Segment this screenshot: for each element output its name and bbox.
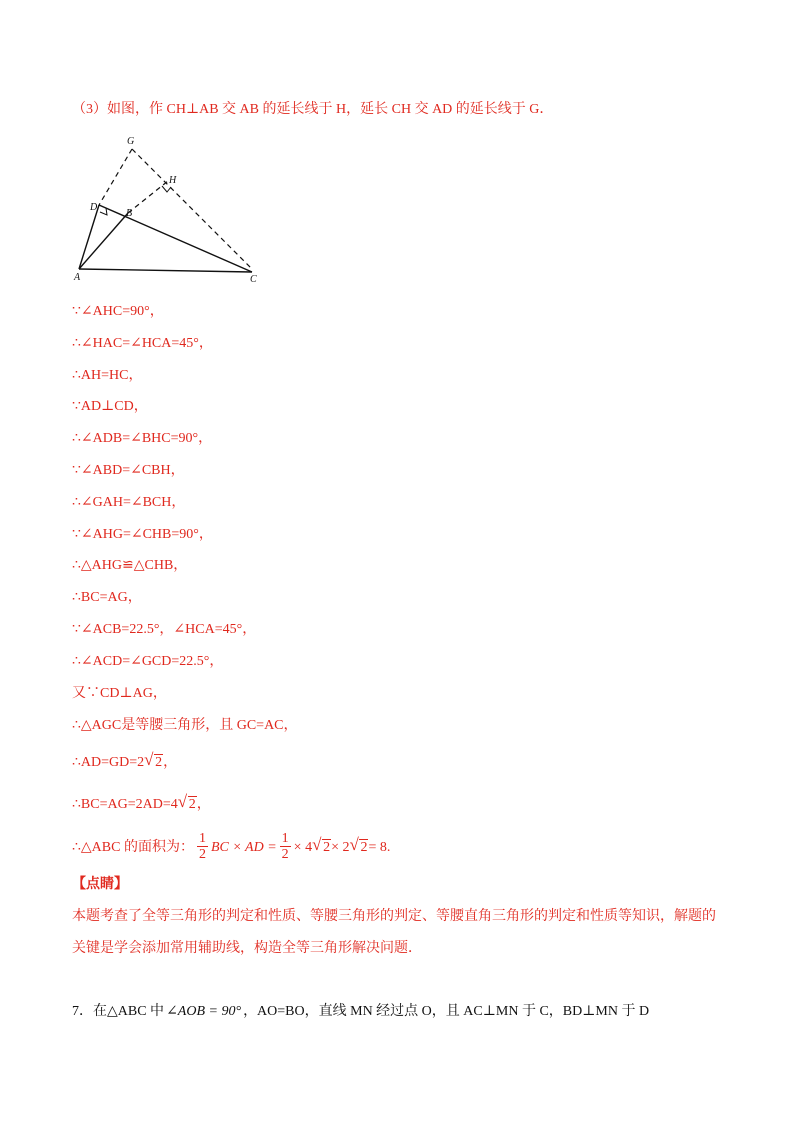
- right-angle-mark-h: [162, 186, 171, 192]
- fraction-one-half: $\frac{1}{2}$: [281, 831, 289, 863]
- sqrt-symbol: √ 2: [145, 754, 163, 772]
- line-ac: [79, 269, 252, 272]
- geometry-figure: [72, 132, 272, 288]
- sqrt-symbol: √ 2: [313, 832, 331, 864]
- step-1: ∵∠AHC=90°，: [72, 304, 164, 319]
- label-b: B: [126, 208, 133, 219]
- comment-heading: 【点睛】: [72, 877, 128, 892]
- label-g: G: [127, 136, 135, 147]
- q7-angle: ∠AOB = 90°: [166, 1004, 242, 1019]
- step-10: ∴BC=AG，: [72, 590, 142, 605]
- label-c: C: [250, 274, 257, 285]
- step-bc-prefix: ∴BC=AG=2AD=4: [72, 797, 178, 812]
- step-13: 又∵CD⊥AG，: [72, 686, 167, 701]
- area-formula: ∴△ABC 的面积为： $\frac{1}{2}$ BC × AD = $\frac{1}{2}$ × 4√ 2× 2√ 2= 8.: [72, 832, 390, 864]
- right-angle-mark-d: [100, 208, 107, 215]
- area-result: = 8: [368, 840, 387, 855]
- step-4: ∵AD⊥CD，: [72, 399, 148, 414]
- fraction-one-half: $\frac{1}{2}$: [198, 831, 206, 863]
- area-expr-3: × 2: [331, 840, 350, 855]
- step-5: ∴∠ADB=∠BHC=90°，: [72, 431, 213, 446]
- area-expr-2: × 4: [293, 840, 313, 855]
- step-ad-gd: ∴AD=GD=2√ 2，: [72, 754, 177, 772]
- step-14: ∴△AGC是等腰三角形，且 GC=AC，: [72, 718, 298, 733]
- step-8: ∵∠AHG=∠CHB=90°，: [72, 527, 213, 542]
- label-d: D: [90, 202, 98, 213]
- sqrt-symbol: √ 2: [179, 796, 197, 814]
- dashed-line-gc: [132, 149, 252, 269]
- dashed-line-bh: [128, 181, 168, 213]
- step-3: ∴AH=HC，: [72, 368, 143, 383]
- step-2: ∴∠HAC=∠HCA=45°，: [72, 336, 213, 351]
- step-11: ∵∠ACB=22.5°，∠HCA=45°，: [72, 622, 257, 637]
- q7-rest: ，AO=BO，直线 MN 经过点 O，且 AC⊥MN 于 C，BD⊥MN 于 D: [243, 1004, 650, 1019]
- area-expr-1: BC × AD =: [210, 840, 277, 855]
- step-bc-ag: ∴BC=AG=2AD=4√ 2，: [72, 796, 211, 814]
- line-ab: [79, 213, 128, 269]
- line-ad: [79, 205, 99, 269]
- sqrt-symbol: √ 2: [350, 832, 368, 864]
- comment-line-1: 本题考查了全等三角形的判定和性质、等腰三角形的判定、等腰直角三角形的判定和性质等知识，解题的: [72, 909, 716, 924]
- line-dc: [99, 205, 252, 272]
- step-12: ∴∠ACD=∠GCD=22.5°，: [72, 654, 224, 669]
- dashed-line-gd: [99, 149, 132, 205]
- intro-text: （3）如图，作 CH⊥AB 交 AB 的延长线于 H，延长 CH 交 AD 的延长线于 G．: [72, 102, 554, 117]
- label-a: A: [74, 272, 81, 283]
- step-9: ∴△AHG≌△CHB，: [72, 558, 188, 573]
- q7-prefix: 7．在△ABC 中: [72, 1004, 165, 1019]
- comment-line-2: 关键是学会添加常用辅助线，构造全等三角形解决问题．: [72, 941, 422, 956]
- question-7: [72, 1003, 649, 1021]
- area-prefix: ∴△ABC 的面积为：: [72, 840, 194, 855]
- step-ad-prefix: ∴AD=GD=2: [72, 755, 145, 770]
- label-h: H: [169, 175, 177, 186]
- step-6: ∵∠ABD=∠CBH，: [72, 463, 185, 478]
- step-7: ∴∠GAH=∠BCH，: [72, 495, 186, 510]
